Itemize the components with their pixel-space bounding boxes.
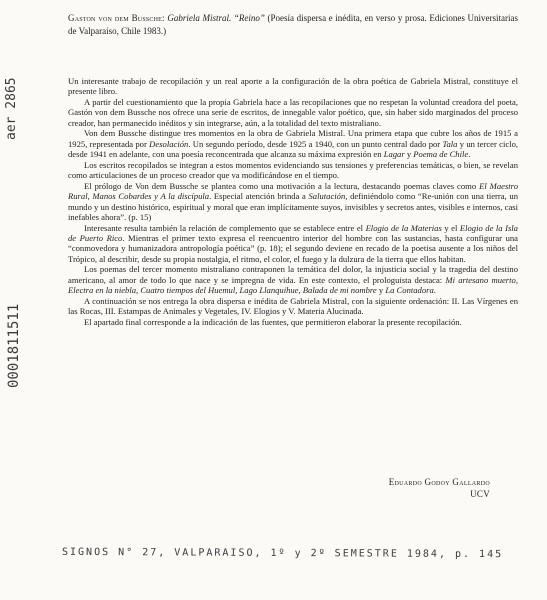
review-paragraph [68,160,518,181]
cited-title: Tala [442,138,458,149]
cited-title: Lagar [383,149,405,160]
review-paragraph [68,76,518,97]
paragraph-text: y un tercer ciclo, desde 1941 en adelante, con una poesía reconcentrada que alcanza su máxima expresión en [68,138,519,160]
review-paragraph [68,296,518,317]
review-paragraph [68,264,518,295]
cited-title: Salutación [308,191,346,202]
reviewer-name: Eduardo Godoy Gallardo [388,477,490,487]
paragraph-text: Un interesante trabajo de recopilación y un real aporte a la configuración de la obra poética de Gabriela Mistral, constituye el presente libro. [68,76,518,97]
review-body [68,76,518,328]
cited-title: Mi artesano muerto, Electra en la niebla, Cuatro tiempos del Huemul, Lago Llanquihue, Balada de mi nombre [68,274,518,295]
cited-title: El Maestro Rural, Manos Cobardes y A la discípula [68,180,518,202]
paragraph-text: A partir del cuestionamiento que la propia Gabriela hace a las recopilaciones que no respetan la voluntad creadora del poeta, Gastón von dem Bussche nos ofrece una serie de escritos, de innegable valor poético, que, sin haber sido marginados del proceso creador, han permanecido inéditos y sin integrarse, aún, a la totalidad del texto mistraliano. [68,97,518,128]
paragraph-text: y [376,284,386,295]
paragraph-text: . Un segundo período, desde 1925 a 1940, con un punto central dado por [188,138,443,149]
cited-title: Elogio de la Isla de Puerto Rico [68,222,518,243]
publication-details: (Poesía dispersa e inédita, en verso y prosa. Ediciones Universitarias de Valparaíso, Chile 1983.) [68,13,518,36]
handwritten-citation: SIGNOS N° 27, VALPARAISO, 1º y 2º SEMESTRE 1984, p. 145 [61,546,504,561]
paragraph-text: . [468,149,471,160]
review-paragraph [68,223,518,264]
reviewer-institution: UCV [470,489,490,499]
review-signature [330,476,490,500]
handwritten-catalog-number: 0001811511 [6,303,22,388]
reviewed-author: Gaston von dem Bussche: [68,13,165,23]
paragraph-text: Interesante resulta también la relación de complemento que se establece entre el [84,222,366,233]
paragraph-text: y el [441,222,460,233]
cited-title: La Contadora [385,284,434,295]
paragraph-text: . Especial atención brinda a [209,191,309,202]
review-header [68,12,518,37]
reviewed-work-title: Gabriela Mistral. “Reino” [167,13,265,23]
paragraph-text: , definiéndolo como “Re-unión con una tierra, un mundo y un destino histórico, espiritual y moral que eran implícitamente suyos, invisibles y secretos antes, visibles e internos, casi inefables ahora”. (p. 15) [68,191,518,222]
review-paragraph [68,317,518,327]
paragraph-text: . [433,284,436,295]
cited-title: Elogio de la Materias [365,222,442,233]
cited-title: Poema de Chile [413,149,469,160]
review-paragraph [68,128,518,159]
paragraph-text: Los escritos recopilados se integran a estos momentos evidenciando sus tensiones y preferencias temáticas, o bien, se revelan como articulaciones de un proceso creador que va modificándose en el tiempo. [68,159,518,181]
paragraph-text: A continuación se nos entrega la obra dispersa e inédita de Gabriela Mistral, con la siguiente ordenación: II. Las Vírgenes en las Rocas, III. Estampas de Animales y Vegetales, IV. Elogios y V. Materia Alucinada. [68,295,518,317]
paragraph-text: El prólogo de Von dem Bussche se plantea como una motivación a la lectura, destacando poemas claves como [84,180,480,191]
paragraph-text: . Mientras el primer texto expresa el reencuentro interior del hombre con las sustancias, hasta configurar una “conmovedora y humanizadora antropología poética” (p. 18); el segundo deviene en recado de la poetisa ausente a los niños del Trópico, al describir, desde su propia nostalgia, el ritmo, el color, el fuego y la dulzura de la tierra que ellos habitan. [68,232,519,264]
cited-title: Desolación [149,138,189,149]
review-paragraph [68,181,518,222]
handwritten-note-top: aer 2865 [4,77,19,140]
paragraph-text: El apartado final corresponde a la indicación de las fuentes, que permitieron elaborar la presente recopilación. [84,316,462,327]
paragraph-text: y [404,149,414,160]
paragraph-text: Los poemas del tercer momento mistraliano contraponen la temática del dolor, la injusticia social y la tragedia del destino americano, al amor de todo lo que nace y se impregna de vida. En este contexto, el prologuista destaca: [68,264,518,285]
paragraph-text: Von dem Bussche distingue tres momentos en la obra de Gabriela Mistral. Una primera etapa que cubre los años de 1915 a 1925, representada por [68,128,518,149]
review-paragraph [68,97,518,128]
